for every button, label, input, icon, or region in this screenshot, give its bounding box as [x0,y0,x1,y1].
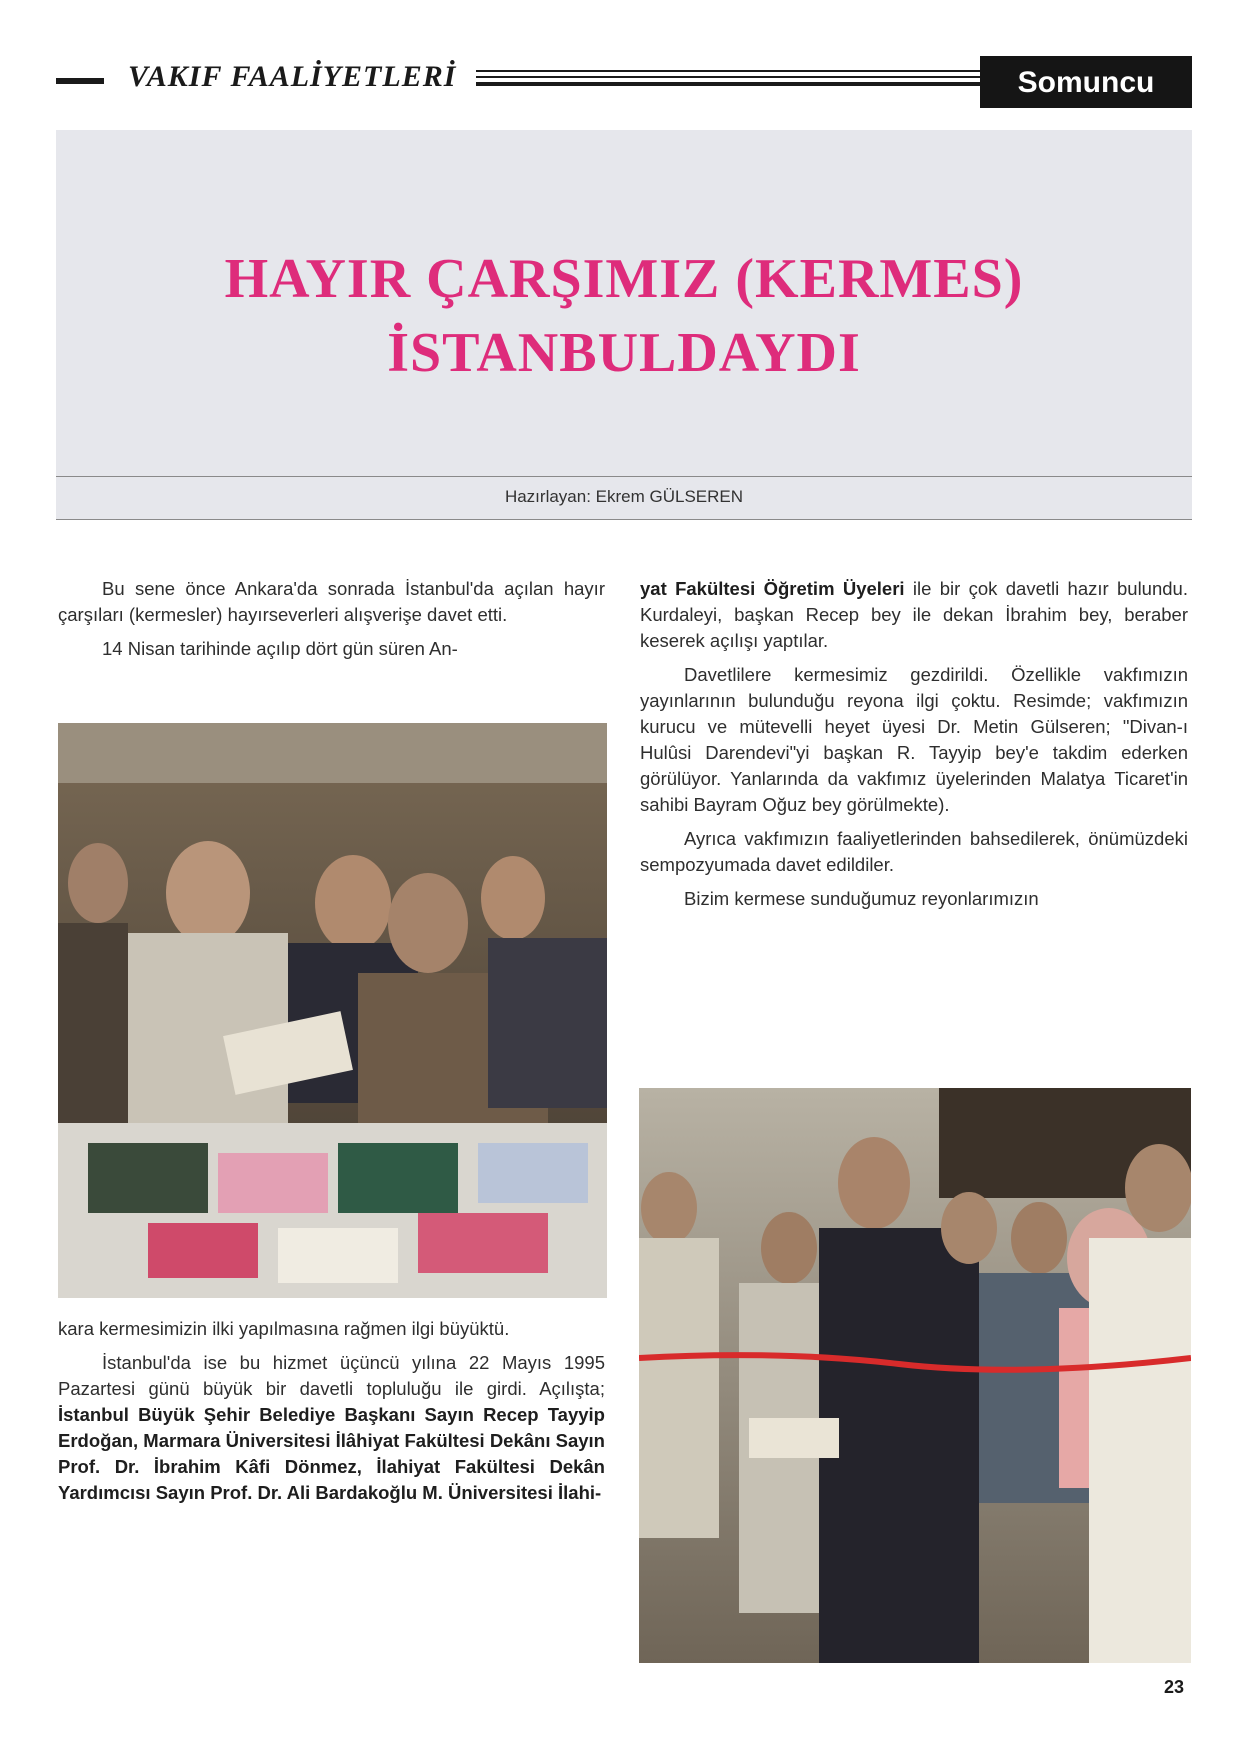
paragraph: kara kermesimizin ilki yapılmasına rağmen ilgi büyüktü. [58,1318,510,1339]
right-column-top [640,576,1188,912]
article-title [56,242,1192,390]
header-rule [476,76,1036,78]
photo-image [58,723,607,1298]
magazine-brand: Somuncu [980,56,1192,108]
paragraph: Bu sene önce Ankara'da sonrada İstanbul'da açılan hayır çarşıları (kermesler) hayırseverleri alışverişe davet etti. [58,578,605,625]
paragraph: Ayrıca vakfımızın faaliyetlerinden bahsedilerek, önümüzdeki sempozyumada davet edildiler. [640,828,1188,875]
left-column-top [58,576,605,662]
byline: Hazırlayan: Ekrem GÜLSEREN [504,487,744,506]
paragraph-text: İstanbul'da ise bu hizmet üçüncü yılına 22 Mayıs 1995 Pazartesi günü büyük bir davetli topluluğu ile girdi. Açılışta; [58,1352,605,1399]
paragraph: 14 Nisan tarihinde açılıp dört gün süren An- [102,638,458,659]
page-number: 23 [1163,1677,1184,1697]
header-rule [476,82,1036,86]
byline-strip [56,476,1192,520]
paragraph [58,1350,605,1506]
page-header [56,56,1192,116]
kermes-photo-book-presentation [58,723,607,1298]
left-column-bottom [58,1316,605,1506]
section-title: VAKIF FAALİYETLERİ [128,60,457,93]
photo-image [639,1088,1191,1663]
ribbon-cutting-photo [639,1088,1191,1663]
article-title-line1: HAYIR ÇARŞIMIZ (KERMES) [224,248,1024,310]
paragraph: Davetlilere kermesimiz gezdirildi. Özellikle vakfımızın yayınlarının bulunduğu reyona ilgi çoktu. Resimde; vakfımızın kurucu ve mütevelli heyet üyesi Dr. Metin Gülseren; "Divan-ı Hulûsi Darendevi"yi başkan R. Tayyip bey'e takdim ederken görülüyor. Yanlarında da vakfımız üyelerinden Malatya Ticaret'in sahibi Bayram Oğuz bey görülmekte). [640,664,1188,815]
paragraph-text: ile bir çok davetli hazır bulundu. Kurdaleyi, başkan Recep bey ile dekan İbrahim bey, beraber keserek açılışı yaptılar. [640,578,1188,651]
header-rule [476,70,1036,72]
article-title-line2: İSTANBULDAYDI [387,322,861,384]
title-panel [56,130,1192,488]
header-accent-bar [56,78,104,84]
paragraph [640,576,1188,654]
paragraph-bold-text: İstanbul Büyük Şehir Belediye Başkanı Sayın Recep Tayyip Erdoğan, Marmara Üniversitesi İlâhiyat Fakültesi Dekânı Sayın Prof. Dr. İbrahim Kâfi Dönmez, İlahiyat Fakültesi Dekân Yardımcısı Sayın Prof. Dr. Ali Bardakoğlu M. Üniversitesi İlahi- [58,1404,605,1503]
paragraph-bold-text: yat Fakültesi Öğretim Üyeleri [640,578,905,599]
paragraph: Bizim kermese sunduğumuz reyonlarımızın [684,888,1039,909]
